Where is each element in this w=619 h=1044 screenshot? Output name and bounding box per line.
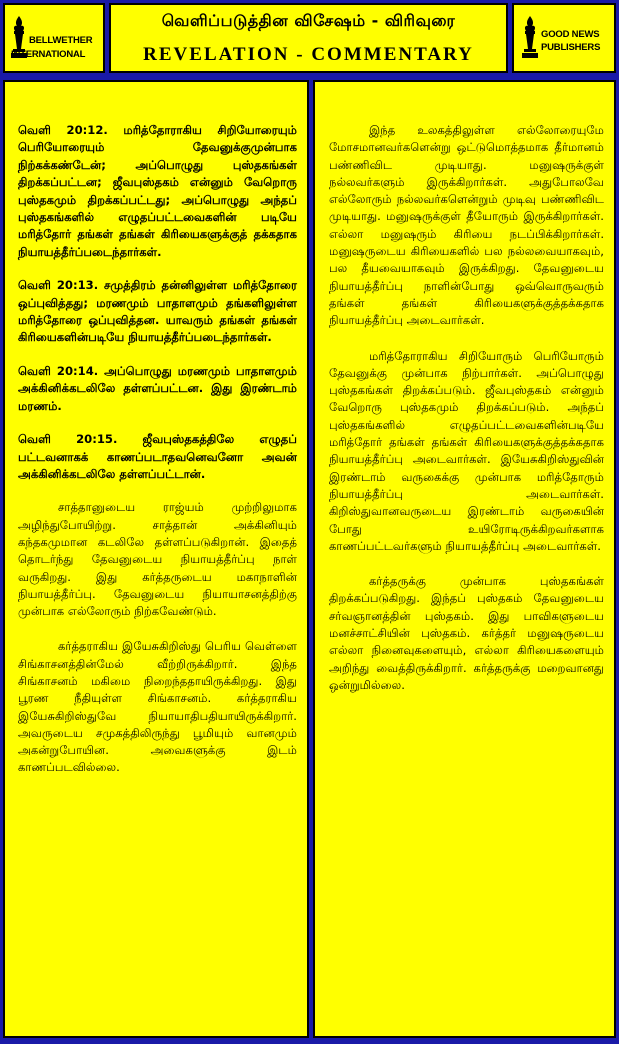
page-header	[0, 0, 619, 78]
title-english: REVELATION - COMMENTARY	[143, 44, 474, 65]
verse-20-15: வெளி 20:15. ஜீவபுஸ்தகத்திலே எழுதப் பட்டவனாகக் காணப்படாதவனெவனோ அவன் அக்கினிக்கடலிலே தள்ளப்பட்டான்.	[18, 432, 297, 481]
title-tamil: வெளிப்படுத்தின விசேஷம் - விரிவுரை	[161, 11, 456, 30]
commentary-paragraph: கர்த்தருக்கு முன்பாக புஸ்தகங்கள் திறக்கப்படுகிறது. இந்தப் புஸ்தகம் தேவனுடைய சர்வஞானத்தின் புஸ்தகம். இது பாவிகளுடைய மனச்சாட்சியின் புஸ்தகம். கர்த்தர் மனுஷருடைய எல்லா நினைவுகளையும், எல்லா கிரியைகளையும் அறிந்து வைத்திருக்கிறார். கர்த்தருக்கு மறைவானது ஒன்றுமில்லை.	[329, 574, 604, 692]
logo-text-line1: BELLWETHER	[29, 35, 93, 46]
verse-20-13: வெளி 20:13. சமுத்திரம் தன்னிலுள்ள மரித்தோரை ஒப்புவித்தது; மரணமும் பாதாளமும் தங்களிலுள்ள மரித்தோரை ஒப்புவித்தன. யாவரும் தங்கள் தங்கள் கிரியைகளின்படியே நியாயத்தீர்ப்படைந்தார்கள்.	[18, 278, 297, 345]
good-news-logo	[512, 3, 616, 73]
logo-text-line2: PUBLISHERS	[541, 42, 601, 53]
commentary-paragraph: இந்த உலகத்திலுள்ள எல்லோரையுமே மோசமானவர்களென்று ஒட்டுமொத்தமாக தீர்மானம் பண்ணிவிட முடியாது. மனுஷருக்குள் நல்லவர்களும் இருக்கிறார்கள். அதுபோலவே எல்லோரும் நல்லவர்களென்றும் முடிவு பண்ணிவிட முடியாது. மனுஷருக்குள் தீயோரும் இருக்கிறார்கள். எல்லா மனுஷரும் கிரியை நடப்பிக்கிறார்கள். மனுஷருடைய கிரியைகளில் பல நல்லவையாகவும், பல தீயவையாகவும் இருக்கிறது. தேவனுடைய நியாயத்தீர்ப்பு நாளின்போது ஒவ்வொருவரும் தங்கள் தங்கள் கிரியைகளுக்குத்தக்கதாக நியாயத்தீர்ப்பு அடைவார்கள்.	[329, 123, 604, 328]
right-column	[313, 80, 616, 1038]
title-banner	[109, 3, 508, 73]
torch-icon	[522, 15, 538, 59]
verse-20-12: வெளி 20:12. மரித்தோராகிய சிறியோரையும் பெரியோரையும் தேவனுக்குமுன்பாக நிற்கக்கண்டேன்; அப்பொழுது புஸ்தகங்கள் திறக்கப்பட்டன; ஜீவபுஸ்தகம் என்னும் வேறொரு புஸ்தகமும் திறக்கப்பட்டது; அப்பொழுது அந்தப் புஸ்தகங்களில் எழுதப்பட்டவைகளின் படியே மரித்தோர் தங்கள் தங்கள் கிரியைகளுக்குத் தக்கதாக நியாயத்தீர்ப்படைந்தார்கள்.	[18, 123, 297, 259]
commentary-paragraph: சாத்தானுடைய ராஜ்யம் முற்றிலுமாக அழிந்துபோயிற்று. சாத்தான் அக்கினியும் கந்தகமுமான கடலிலே தள்ளப்படுகிறான். இதைத் தொடர்ந்து தேவனுடைய நியாயத்தீர்ப்பு நாள் வருகிறது. இது கர்த்தருடைய மகாநாளின் நியாயத்தீர்ப்பு. தேவனுடைய நியாயாசனத்திற்கு முன்பாக எல்லோரும் நிற்கவேண்டும்.	[18, 500, 297, 619]
bellwether-logo	[3, 3, 105, 73]
commentary-paragraph: கர்த்தராகிய இயேசுகிறிஸ்து பெரிய வெள்ளை சிங்காசனத்தின்மேல் வீற்றிருக்கிறார். இந்த சிங்காசனம் மகிமை நிறைந்ததாயிருக்கிறது. இது பூரண நீதியுள்ள சிங்காசனம். கர்த்தராகிய இயேசுகிறிஸ்துவே நியாயாதிபதியாயிருக்கிறார். அவருடைய சமுகத்திலிருந்து பூமியும் வானமும் அகன்றுபோயின. அவைகளுக்கு இடம் காணப்படவில்லை.	[18, 639, 297, 775]
commentary-paragraph: மரித்தோராகிய சிறியோரும் பெரியோரும் தேவனுக்கு முன்பாக நிற்பார்கள். அப்பொழுது புஸ்தகங்கள் திறக்கப்படும். ஜீவபுஸ்தகம் என்னும் வேறொரு புஸ்தகமும் திறக்கப்படும். அந்தப் புஸ்தகங்களில் எழுதப்பட்டவைகளின்படியே மரித்தோர் தங்கள் தங்கள் கிரியைகளுக்குத்தக்கதாக நியாயத்தீர்ப்பு அடைவார்கள். இயேசுகிறிஸ்துவின் இரண்டாம் வருகைக்கு முன்பாக மரித்தோரும் நியாயத்தீர்ப்பு அடைவார்கள். கிறிஸ்துவானவருடைய இரண்டாம் வருகையின் போது உயிரோடிருக்கிறவர்களாக காணப்பட்டவர்களும் நியாயத்தீர்ப்பு அடைவார்கள்.	[329, 348, 604, 553]
left-column	[3, 80, 309, 1038]
verse-20-14: வெளி 20:14. அப்பொழுது மரணமும் பாதாளமும் அக்கினிக்கடலிலே தள்ளப்பட்டன. இது இரண்டாம் மரணம்.	[18, 363, 297, 413]
logo-text-line1: GOOD NEWS	[541, 29, 600, 40]
logo-text-line2: INTERNATIONAL	[11, 49, 86, 60]
